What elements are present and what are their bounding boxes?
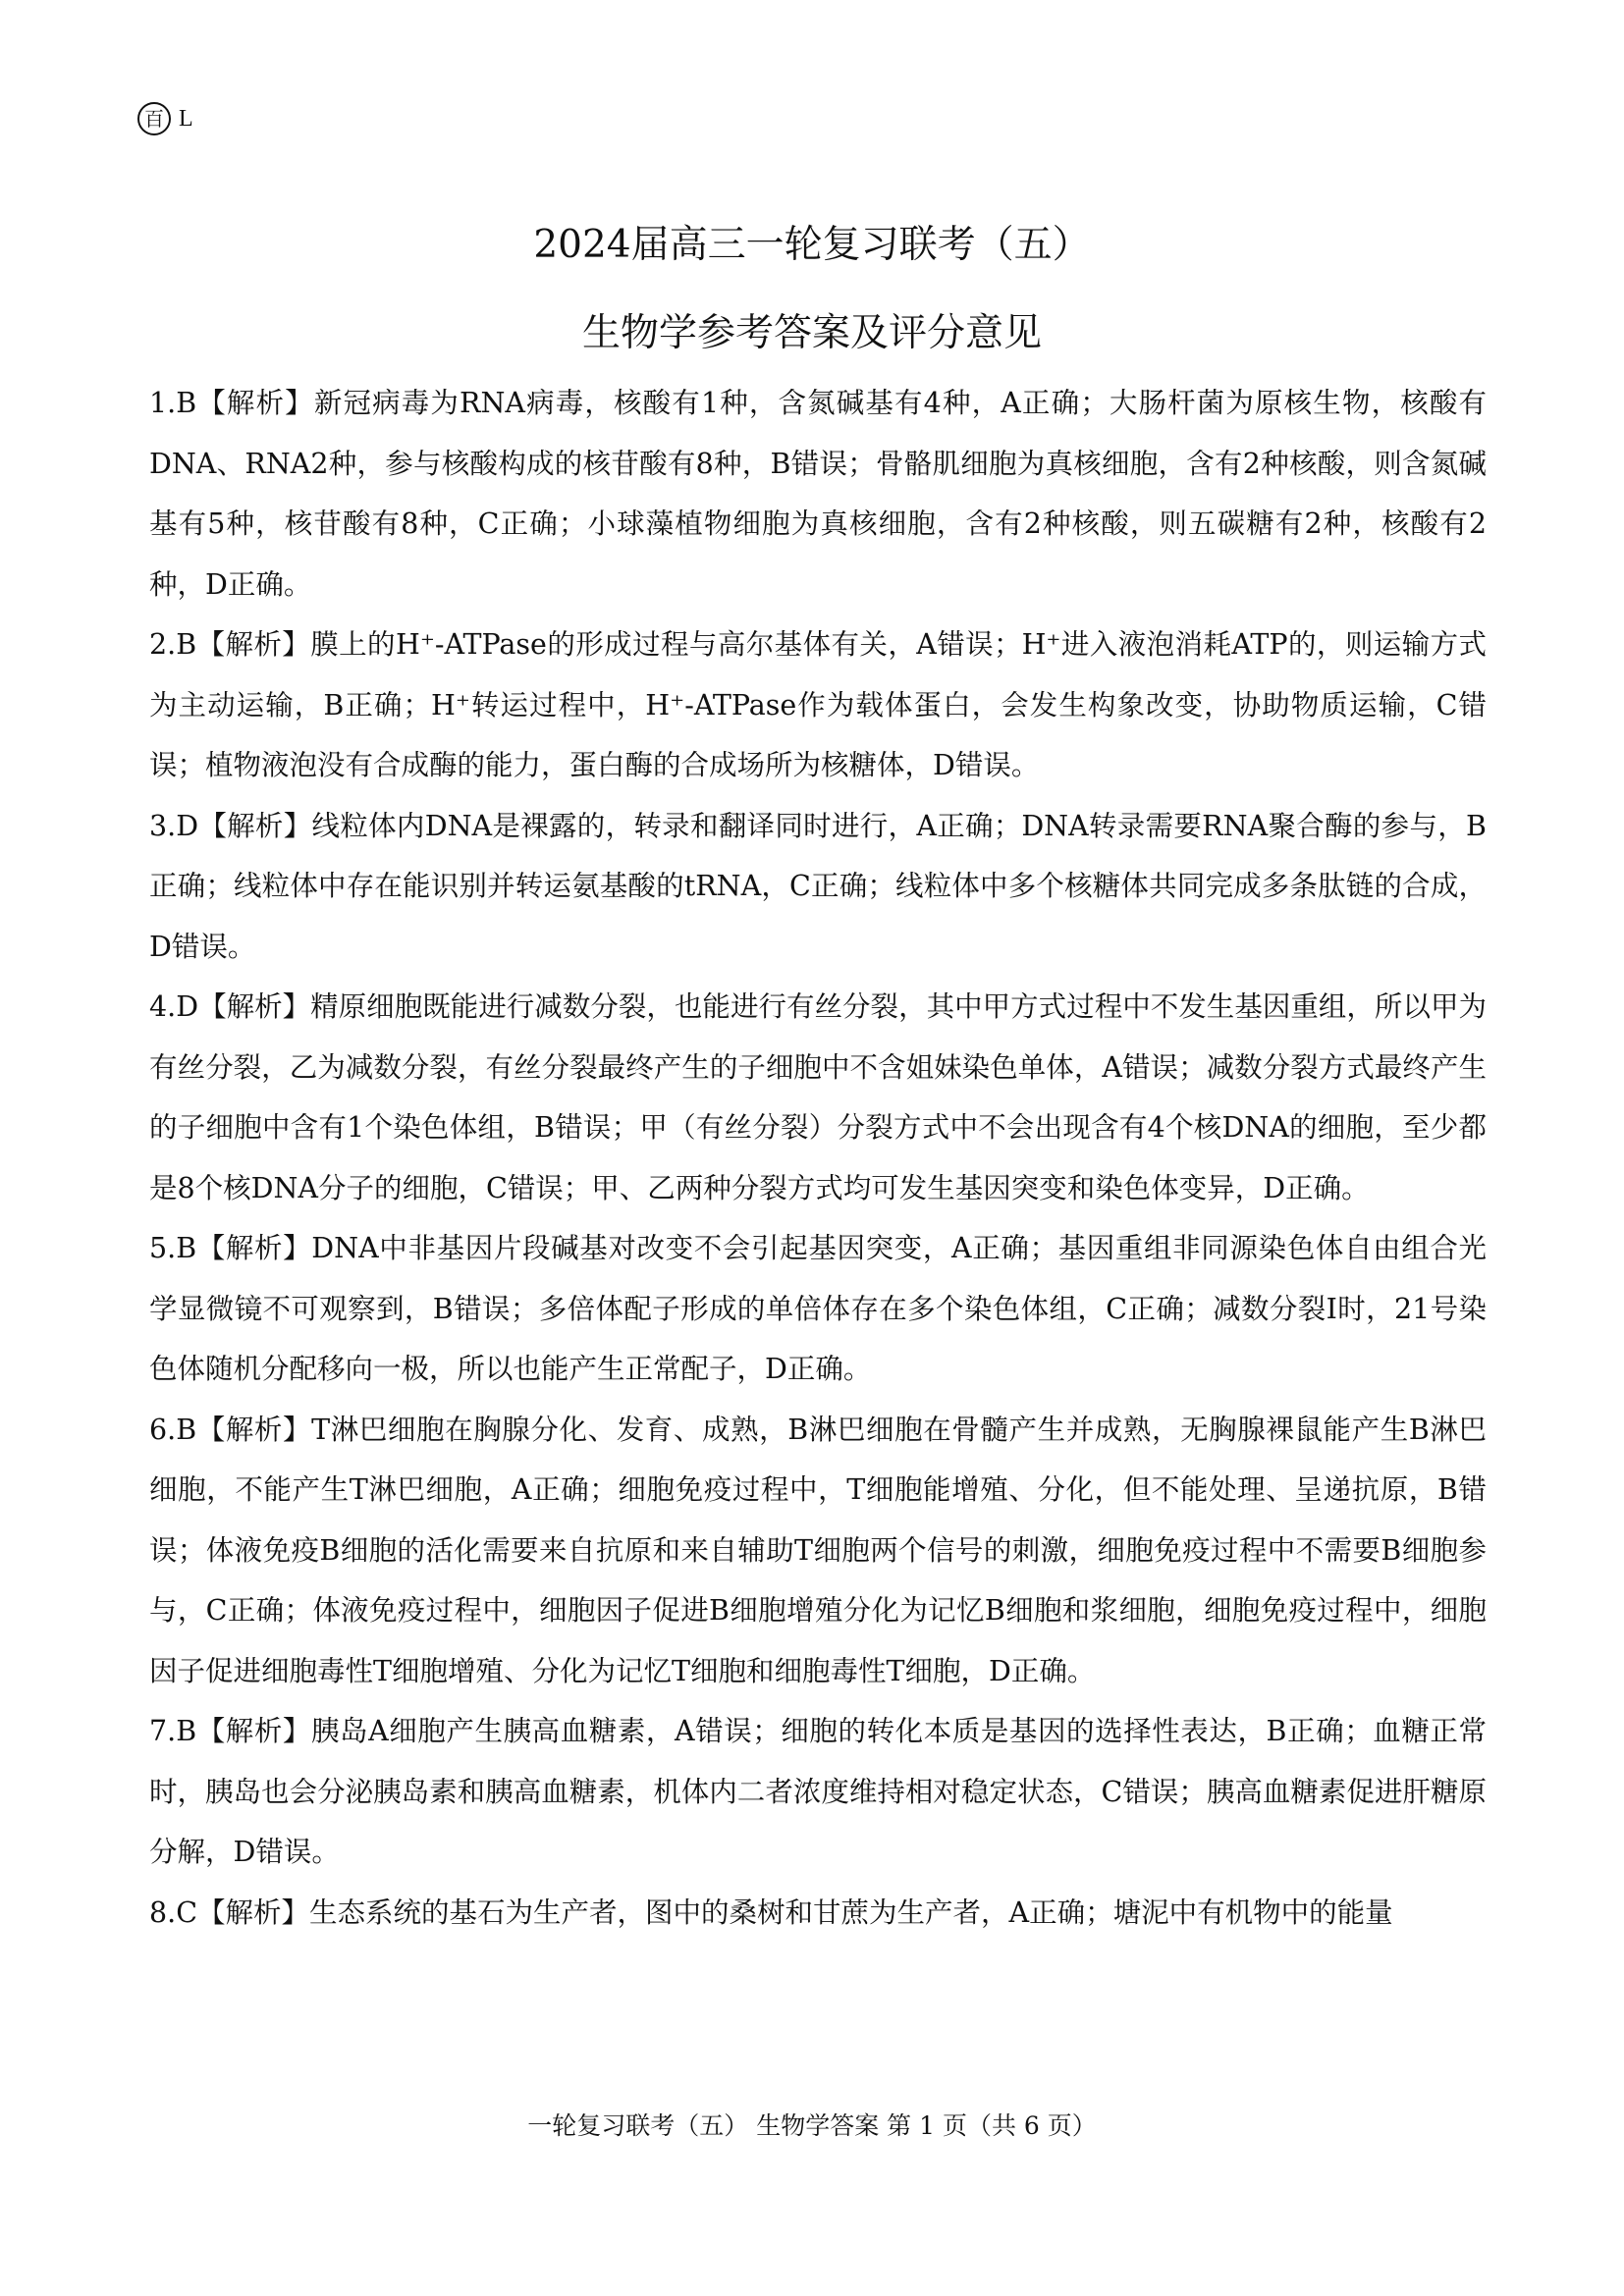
answer-2: 2.B【解析】膜上的H⁺-ATPase的形成过程与高尔基体有关，A错误；H⁺进入液泡消耗ATP的，则运输方式为主动运输，B正确；H⁺转运过程中，H⁺-ATPase作为载体蛋白，会发生构象改变，协助物质运输，C错误；植物液泡没有合成酶的能力，蛋白酶的合成场所为核糖体，D错误。 xyxy=(149,628,1487,781)
answer-7: 7.B【解析】胰岛A细胞产生胰高血糖素，A错误；细胞的转化本质是基因的选择性表达，B正确；血糖正常时，胰岛也会分泌胰岛素和胰高血糖素，机体内二者浓度维持相对稳定状态，C错误；胰高血糖素促进肝糖原分解，D错误。 xyxy=(149,1715,1487,1868)
exam-title: 2024届高三一轮复习联考（五） xyxy=(533,223,1091,267)
answer-key-title: 生物学参考答案及评分意见 xyxy=(581,311,1042,355)
answer-4: 4.D【解析】精原细胞既能进行减数分裂，也能进行有丝分裂，其中甲方式过程中不发生基因重组，所以甲为有丝分裂，乙为减数分裂，有丝分裂最终产生的子细胞中不含姐妹染色单体，A错误；减数分裂方式最终产生的子细胞中含有1个染色体组，B错误；甲（有丝分裂）分裂方式中不会出现含有4个核DNA的细胞，至少都是8个核DNA分子的细胞，C错误；甲、乙两种分裂方式均可发生基因突变和染色体变异，D正确。 xyxy=(149,990,1487,1204)
answer-list xyxy=(149,373,1487,1943)
publisher-logo xyxy=(137,102,193,135)
answer-1: 1.B【解析】新冠病毒为RNA病毒，核酸有1种，含氮碱基有4种，A正确；大肠杆菌为原核生物，核酸有DNA、RNA2种，参与核酸构成的核苷酸有8种，B错误；骨骼肌细胞为真核细胞，含有2种核酸，则含氮碱基有5种，核苷酸有8种，C正确；小球藻植物细胞为真核细胞，含有2种核酸，则五碳糖有2种，核酸有2种，D正确。 xyxy=(149,387,1487,601)
answer-3: 3.D【解析】线粒体内DNA是裸露的，转录和翻译同时进行，A正确；DNA转录需要RNA聚合酶的参与，B正确；线粒体中存在能识别并转运氨基酸的tRNA，C正确；线粒体中多个核糖体共同完成多条肽链的合成，D错误。 xyxy=(149,809,1487,963)
logo-circle-icon xyxy=(137,102,171,135)
answer-6: 6.B【解析】T淋巴细胞在胸腺分化、发育、成熟，B淋巴细胞在骨髓产生并成熟，无胸腺裸鼠能产生B淋巴细胞，不能产生T淋巴细胞，A正确；细胞免疫过程中，T细胞能增殖、分化，但不能处理、呈递抗原，B错误；体液免疫B细胞的活化需要来自抗原和来自辅助T细胞两个信号的刺激，细胞免疫过程中不需要B细胞参与，C正确；体液免疫过程中，细胞因子促进B细胞增殖分化为记忆B细胞和浆细胞，细胞免疫过程中，细胞因子促进细胞毒性T细胞增殖、分化为记忆T细胞和细胞毒性T细胞，D正确。 xyxy=(149,1413,1487,1687)
page-footer: 一轮复习联考（五） 生物学答案 第 1 页（共 6 页） xyxy=(527,2111,1097,2140)
logo-letter: L xyxy=(179,105,193,132)
answer-5: 5.B【解析】DNA中非基因片段碱基对改变不会引起基因突变，A正确；基因重组非同源染色体自由组合光学显微镜不可观察到，B错误；多倍体配子形成的单倍体存在多个染色体组，C正确；减数分裂Ⅰ时，21号染色体随机分配移向一极，所以也能产生正常配子，D正确。 xyxy=(149,1232,1487,1385)
answer-8: 8.C【解析】生态系统的基石为生产者，图中的桑树和甘蔗为生产者，A正确；塘泥中有机物中的能量 xyxy=(149,1896,1393,1929)
logo-glyph: 百 xyxy=(144,107,164,131)
